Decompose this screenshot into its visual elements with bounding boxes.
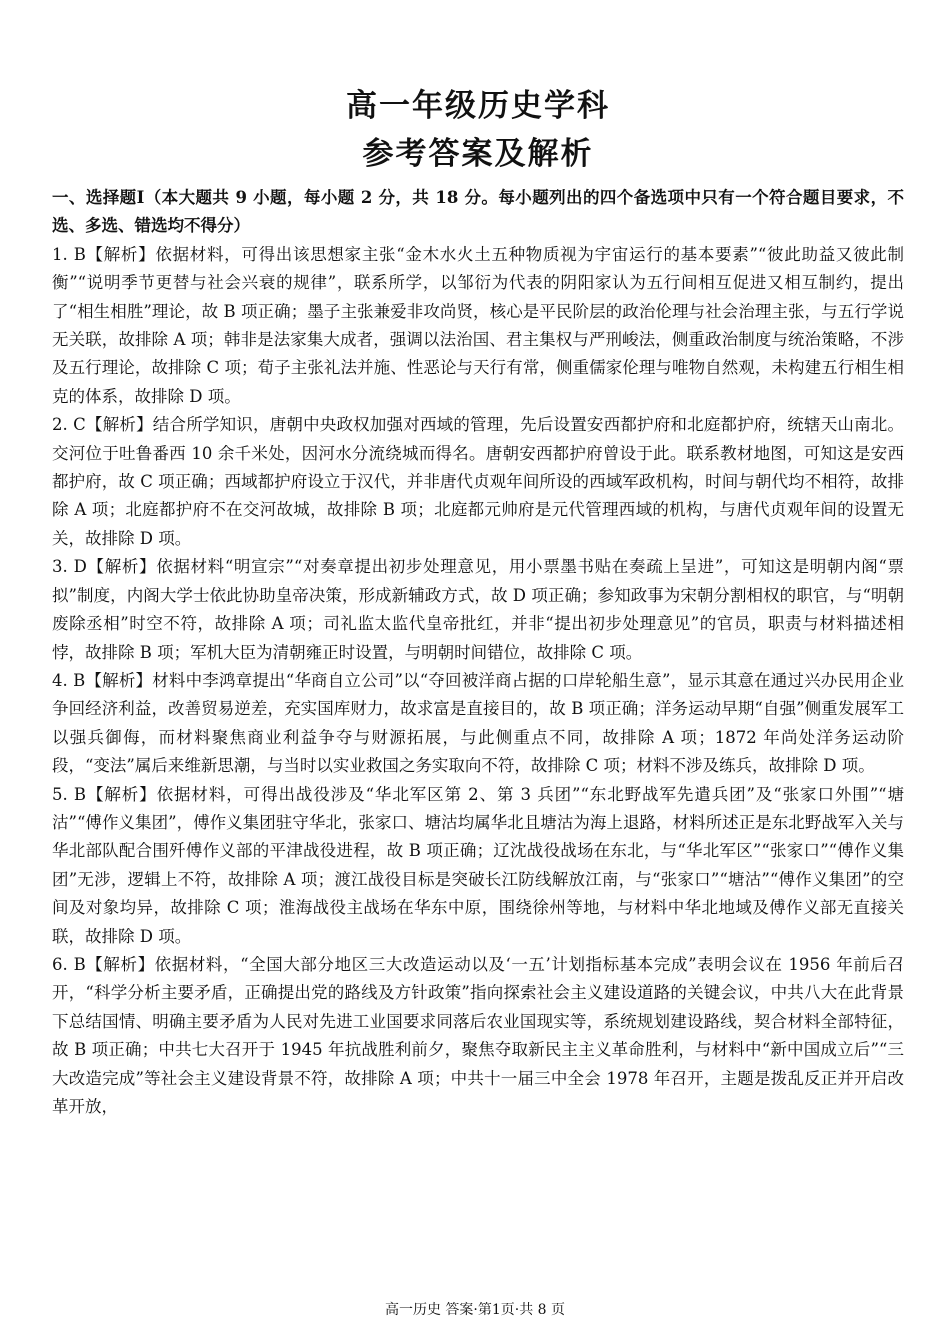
answer-2: 2. C【解析】结合所学知识，唐朝中央政权加强对西域的管理，先后设置安西都护府和北庭都护府，统辖天山南北。交河位于吐鲁番西 10 余千米处，因河水分流绕城而得名。唐朝安西都护府曾设于此。联系教材地图，可知这是安西都护府，故 C 项正确；西域都护府设立于汉代，并非唐代贞观年间所设的西域军政机构，时间与朝代均不相符，故排除 A 项；北庭都护府不在交河故城，故排除 B 项；北庭都元帅府是元代管理西域的机构，与唐代贞观年间的设置无关，故排除 D 项。 (52, 415, 904, 548)
page-subtitle: 参考答案及解析 (362, 136, 594, 172)
page-footer: 高一历史 答案·第1页·共 8 页 (384, 1302, 566, 1318)
answer-3: 3. D【解析】依据材料“明宣宗”“对奏章提出初步处理意见，用小票墨书贴在奏疏上呈进”，可知这是明朝内阁“票拟”制度，内阁大学士依此协助皇帝决策，形成新辅政方式，故 D 项正确；参知政事为宋朝分割相权的职官，与“明朝废除丞相”时空不符，故排除 A 项；司礼监太监代皇帝批红，并非“提出初步处理意见”的官员，职责与材料描述相悖，故排除 B 项；军机大臣为清朝雍正时设置，与明朝时间错位，故排除 C 项。 (52, 557, 904, 662)
section-heading: 一、选择题Ⅰ（本大题共 9 小题，每小题 2 分，共 18 分。每小题列出的四个备选项中只有一个符合题目要求，不选、多选、错选均不得分） (52, 188, 904, 236)
answer-5: 5. B【解析】依据材料，可得出战役涉及“华北军区第 2、第 3 兵团”“东北野战军先遣兵团”及“张家口外围”“塘沽”“傅作义集团”，傅作义集团驻守华北，张家口、塘沽均属华北且塘沽为海上退路，材料所述正是东北野战军入关与华北部队配合围歼傅作义部的平津战役进程，故 B 项正确；辽沈战役战场在东北，与“华北军区”“张家口”“傅作义集团”无涉，逻辑上不符，故排除 A 项；渡江战役目标是突破长江防线解放江南，与“张家口”“塘沽”“傅作义集团”的空间及对象均异，故排除 C 项；淮海战役主战场在华东中原，围绕徐州等地，与材料中华北地域及傅作义部无直接关联，故排除 D 项。 (52, 784, 904, 946)
answer-4: 4. B【解析】材料中李鸿章提出“华商自立公司”以“夺回被洋商占据的口岸轮船生意”，显示其意在通过兴办民用企业争回经济利益，改善贸易逆差，充实国库财力，故求富是直接目的，故 B 项正确；洋务运动早期“自强”侧重发展军工以强兵御侮，而材料聚焦商业利益争夺与财源拓展，与此侧重点不同，故排除 A 项；1872 年尚处洋务运动阶段，“变法”属后来维新思潮，与当时以实业救国之务实取向不符，故排除 C 项；材料不涉及练兵，故排除 D 项。 (52, 670, 904, 776)
answer-1: 1. B【解析】依据材料，可得出该思想家主张“金木水火土五种物质视为宇宙运行的基本要素”“彼此助益又彼此制衡”“说明季节更替与社会兴衰的规律”，联系所学，以邹衍为代表的阴阳家认为五行间相互促进又相互制约，提出了“相生相胜”理论，故 B 项正确；墨子主张兼爱非攻尚贤，核心是平民阶层的政治伦理与社会治理主张，与五行学说无关联，故排除 A 项；韩非是法家集大成者，强调以法治国、君主集权与严刑峻法，侧重政治制度与统治策略，不涉及五行理论，故排除 C 项；荀子主张礼法并施、性恶论与天行有常，侧重儒家伦理与唯物自然观，未构建五行相生相克的体系，故排除 D 项。 (52, 244, 904, 406)
page-title: 高一年级历史学科 (346, 88, 610, 124)
answer-6: 6. B【解析】依据材料，“全国大部分地区三大改造运动以及‘一五’计划指标基本完成”表明会议在 1956 年前后召开，“科学分析主要矛盾，正确提出党的路线及方针政策”指向探索社会主义建设道路的关键会议，中共八大在此背景下总结国情、明确主要矛盾为人民对先进工业国要求同落后农业国现实等，系统规划建设路线，契合材料全部特征，故 B 项正确；中共七大召开于 1945 年抗战胜利前夕，聚焦夺取新民主主义革命胜利，与材料中“新中国成立后”“三大改造完成”等社会主义建设背景不符，故排除 A 项；中共十一届三中全会 1978 年召开，主题是拨乱反正并开启改革开放， (52, 954, 904, 1116)
